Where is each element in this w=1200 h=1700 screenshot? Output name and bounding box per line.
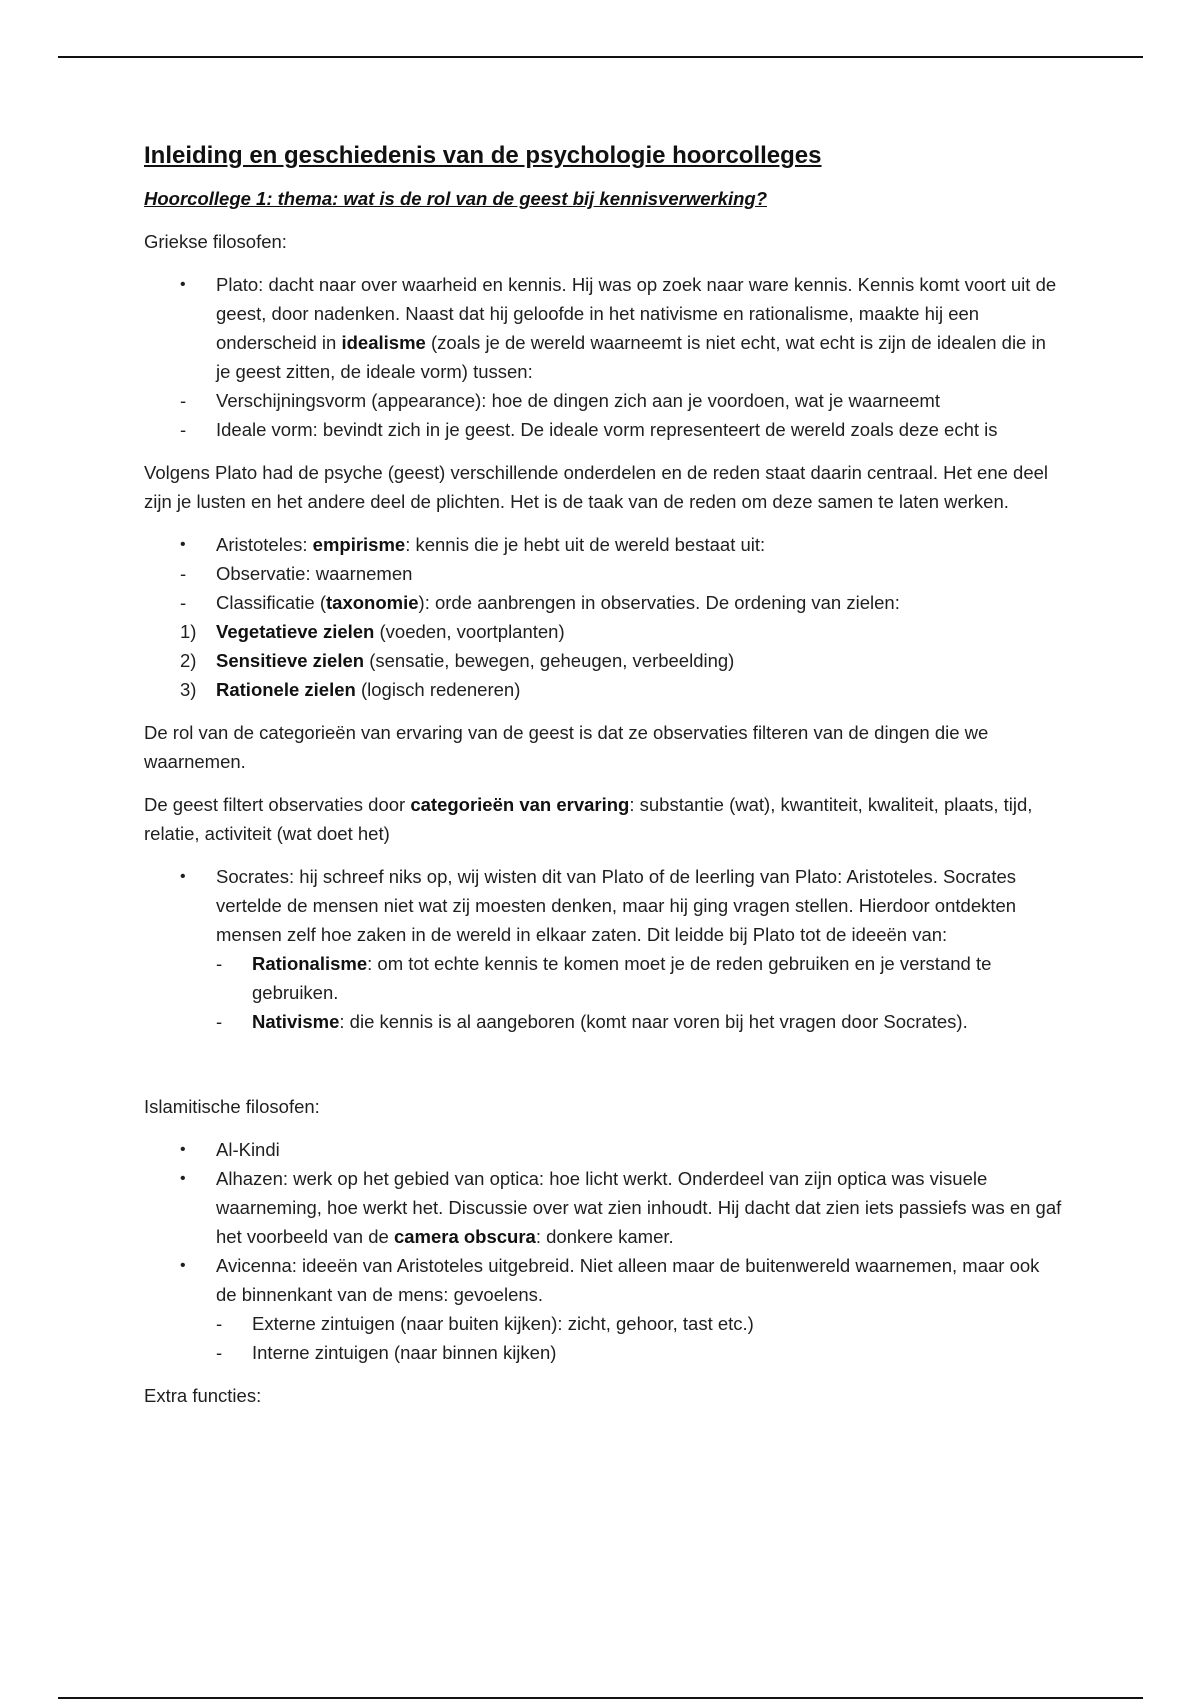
list-item-socrates: • Socrates: hij schreef niks op, wij wisten dit van Plato of de leerling van Plato: Aristoteles. Socrates vertelde de mensen niet wat zij moesten denken, maar hij ging vragen stellen. Hierdoor ontdekten mensen zelf hoe zaken in de wereld in elkaar zaten. Dit leidde bij Plato tot de ideeën van: (144, 862, 1064, 949)
extra-functies-heading: Extra functies: (144, 1385, 262, 1406)
dash-item-observatie: - Observatie: waarnemen (144, 559, 1064, 588)
number-marker: 3) (180, 679, 197, 700)
paragraph-psyche: Volgens Plato had de psyche (geest) verschillende onderdelen en de reden staat daarin centraal. Het ene deel zijn je lusten en het andere deel de plichten. Het is de taak van de reden om deze samen te laten werken. (144, 462, 1049, 512)
bullet-marker: • (180, 1257, 186, 1274)
bullet-marker: • (180, 868, 186, 885)
dash-marker: - (216, 1342, 223, 1363)
list-item-alhazen: • Alhazen: werk op het gebied van optica: hoe licht werkt. Onderdeel van zijn optica was visuele waarneming, hoe werkt het. Discussie over wat zien inhoudt. Hij dacht dat zien iets passiefs was en gaf het voorbeeld van de camera obscura: donkere kamer. (144, 1164, 1064, 1251)
dash-marker: - (216, 1011, 223, 1032)
list-item-al-kindi: • Al-Kindi (144, 1135, 1064, 1164)
islamitische-heading: Islamitische filosofen: (144, 1096, 320, 1117)
sub-item-rationalisme: - Rationalisme: om tot echte kennis te komen moet je de reden gebruiken en je verstand te gebruiken. (144, 949, 1064, 1007)
lecture-subtitle: Hoorcollege 1: thema: wat is de rol van de geest bij kennisverwerking? (144, 188, 768, 209)
numbered-item-vegetatieve: 1) Vegetatieve zielen (voeden, voortplanten) (144, 617, 1064, 646)
bullet-marker: • (180, 1170, 186, 1187)
number-marker: 1) (180, 621, 197, 642)
dash-marker: - (180, 390, 187, 411)
griekse-heading: Griekse filosofen: (144, 231, 287, 252)
dash-marker: - (180, 592, 187, 613)
dash-marker: - (180, 419, 187, 440)
dash-item-verschijningsvorm: - Verschijningsvorm (appearance): hoe de dingen zich aan je voordoen, wat je waarneemt (144, 386, 1064, 415)
sub-item-interne-zintuigen: - Interne zintuigen (naar binnen kijken) (144, 1338, 1064, 1367)
dash-marker: - (216, 1313, 223, 1334)
numbered-item-rationele: 3) Rationele zielen (logisch redeneren) (144, 675, 1064, 704)
paragraph-rol: De rol van de categorieën van ervaring van de geest is dat ze observaties filteren van de dingen die we waarnemen. (144, 722, 989, 772)
dash-item-classificatie: - Classificatie (taxonomie): orde aanbrengen in observaties. De ordening van zielen: (144, 588, 1064, 617)
sub-item-externe-zintuigen: - Externe zintuigen (naar buiten kijken): zicht, gehoor, tast etc.) (144, 1309, 1064, 1338)
number-marker: 2) (180, 650, 197, 671)
list-item-plato: • Plato: dacht naar over waarheid en kennis. Hij was op zoek naar ware kennis. Kennis komt voort uit de geest, door nadenken. Naast dat hij geloofde in het nativisme en rationalisme, maakte hij een onderscheid in idealisme (zoals je de wereld waarneemt is niet echt, wat echt is zijn de idealen die in je geest zitten, de ideale vorm) tussen: (144, 270, 1064, 386)
document-title: Inleiding en geschiedenis van de psychologie hoorcolleges (144, 142, 822, 169)
bottom-rule (58, 1697, 1143, 1699)
bullet-marker: • (180, 276, 186, 293)
paragraph-filter: De geest filtert observaties door categorieën van ervaring: substantie (wat), kwantiteit, kwaliteit, plaats, tijd, relatie, activiteit (wat doet het) (144, 794, 1033, 844)
dash-marker: - (216, 953, 223, 974)
sub-item-nativisme: - Nativisme: die kennis is al aangeboren (komt naar voren bij het vragen door Socrates). (144, 1007, 1064, 1036)
document-body (144, 140, 1064, 1424)
list-item-aristoteles: • Aristoteles: empirisme: kennis die je hebt uit de wereld bestaat uit: (144, 530, 1064, 559)
dash-item-ideale-vorm: - Ideale vorm: bevindt zich in je geest. De ideale vorm representeert de wereld zoals deze echt is (144, 415, 1064, 444)
bullet-marker: • (180, 536, 186, 553)
list-item-avicenna: • Avicenna: ideeën van Aristoteles uitgebreid. Niet alleen maar de buitenwereld waarnemen, maar ook de binnenkant van de mens: gevoelens. (144, 1251, 1064, 1309)
numbered-item-sensitieve: 2) Sensitieve zielen (sensatie, bewegen, geheugen, verbeelding) (144, 646, 1064, 675)
top-rule (58, 56, 1143, 58)
bullet-marker: • (180, 1141, 186, 1158)
dash-marker: - (180, 563, 187, 584)
